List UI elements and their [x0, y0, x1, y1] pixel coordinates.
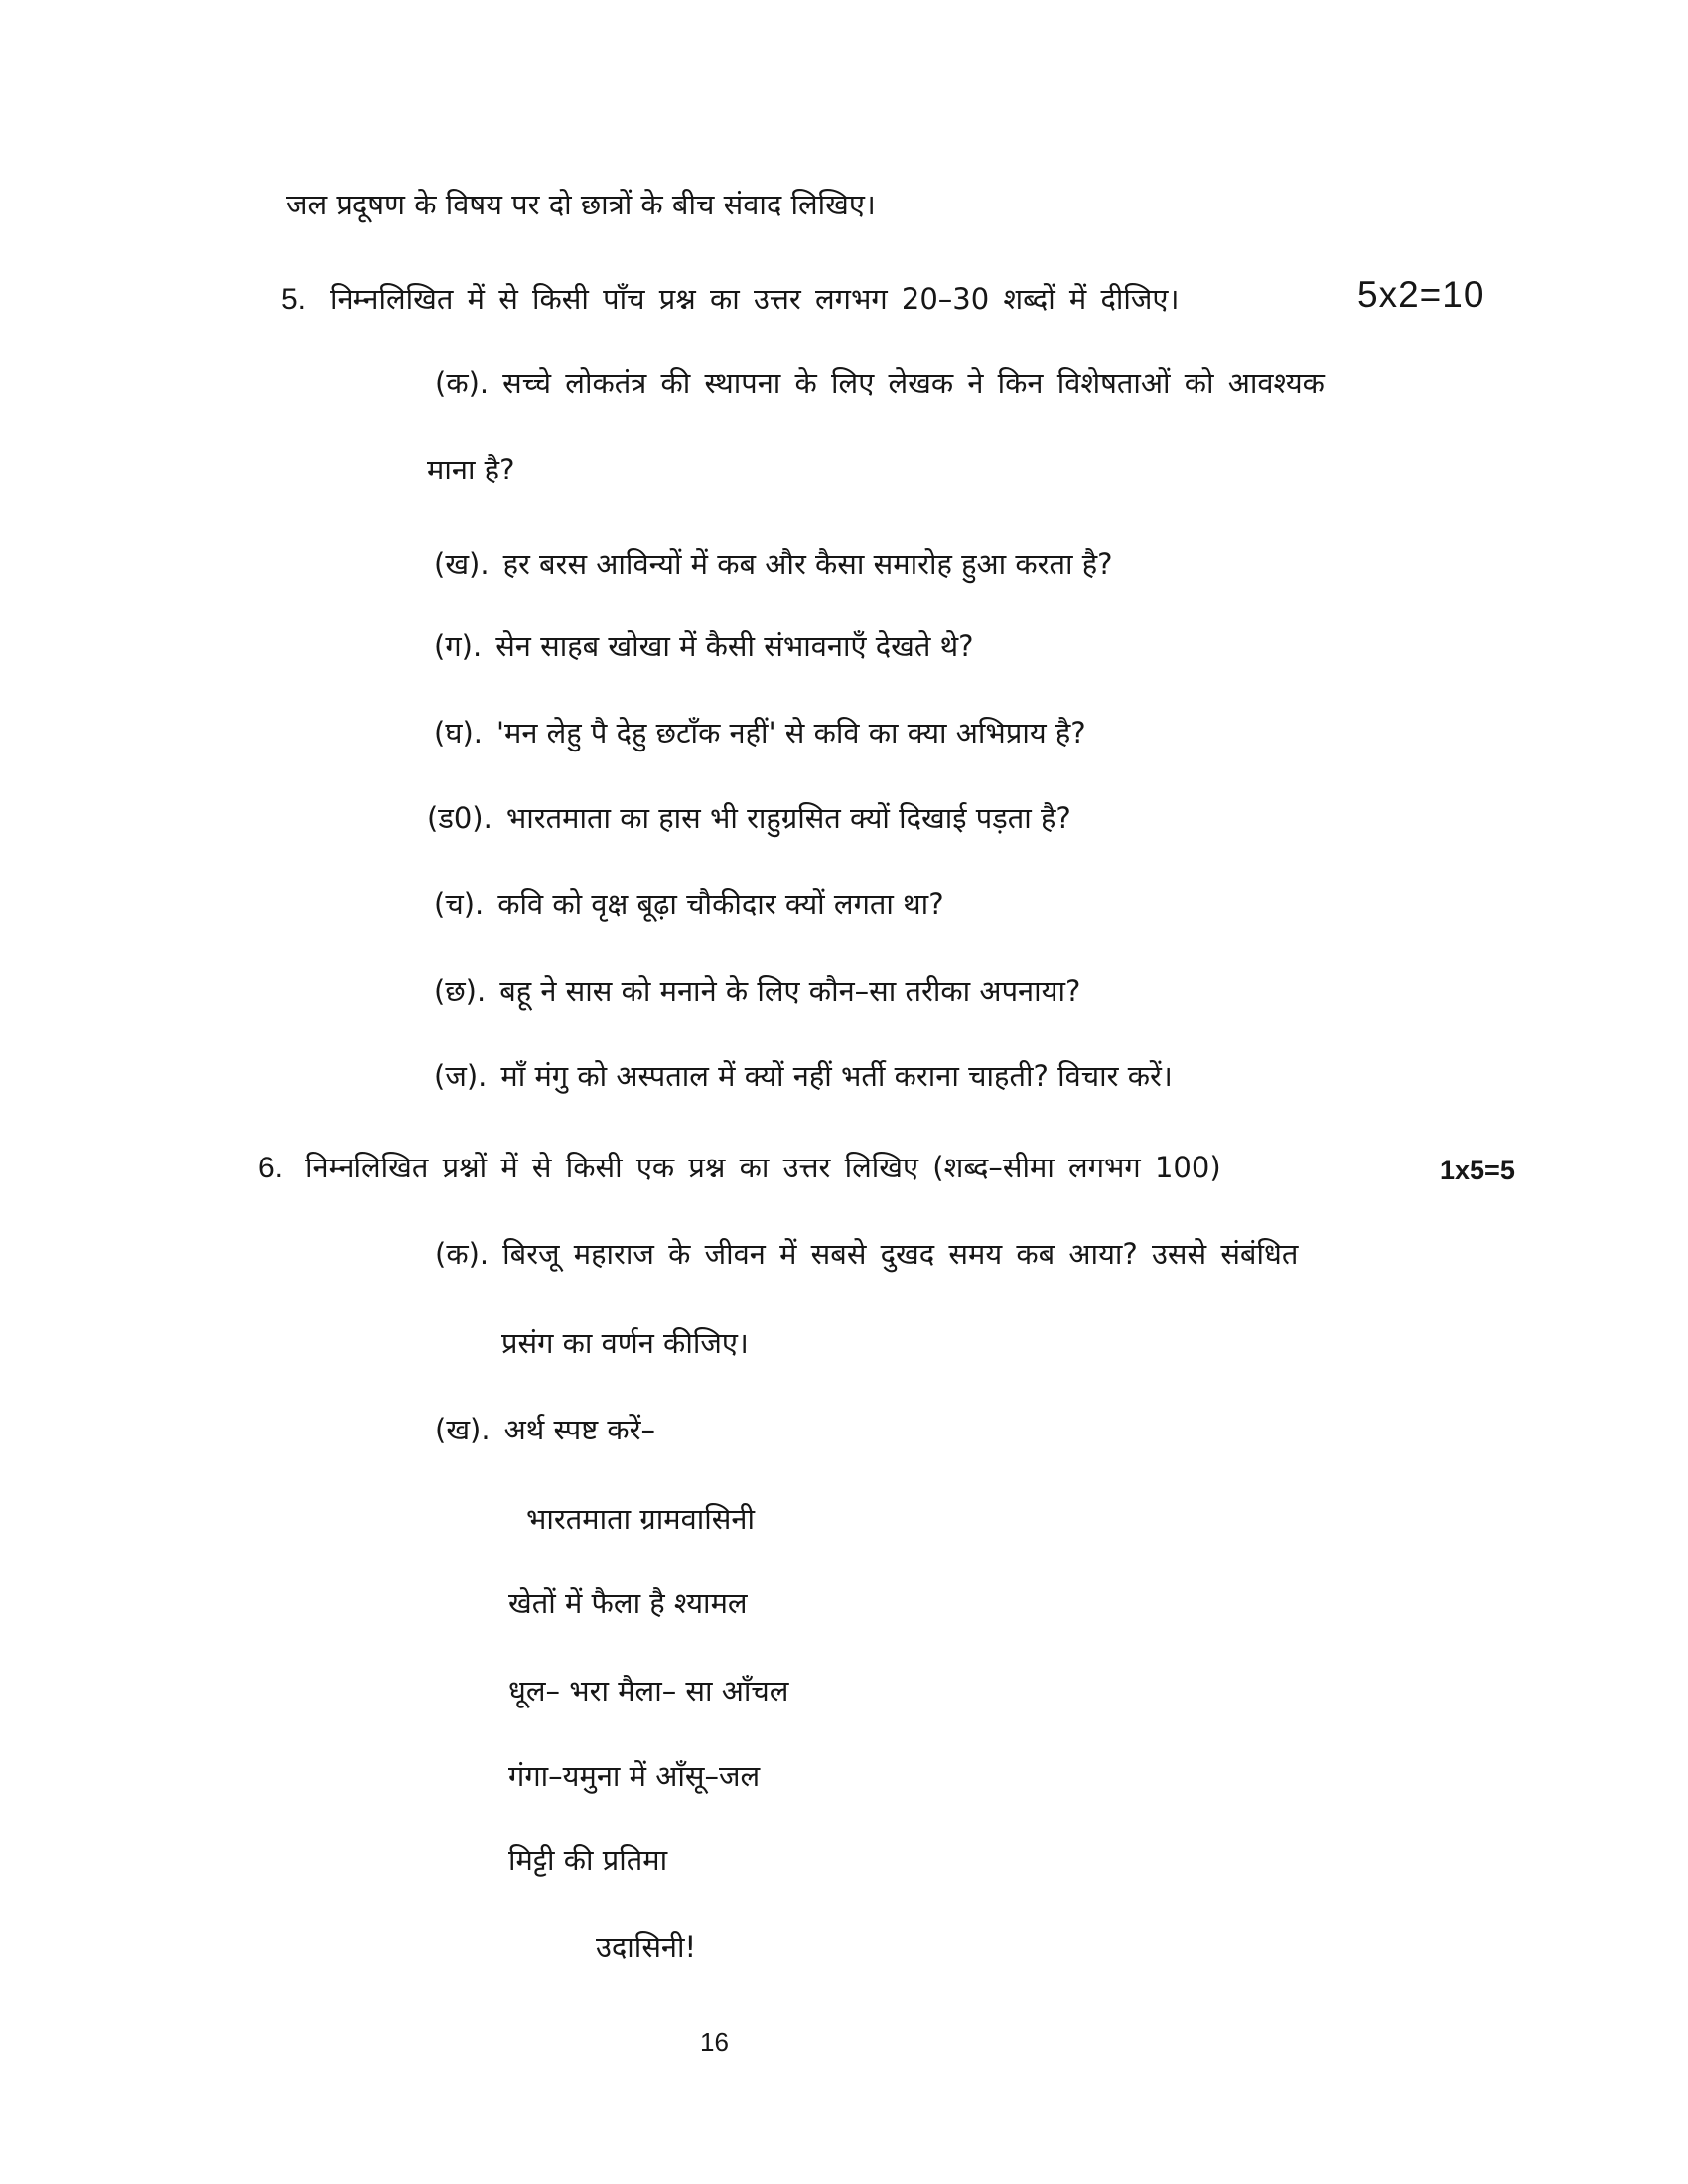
q5-sub-kha [434, 546, 1113, 584]
verse-line-2: खेतों में फैला है श्यामल [508, 1586, 748, 1620]
question-6-number: 6. [258, 1152, 284, 1184]
question-6-text: निम्नलिखित प्रश्नों में से किसी एक प्रश्न का उत्तर लिखिए (शब्द–सीमा लगभग 100) [305, 1151, 1221, 1184]
q6-sub-ka-line1 [435, 1236, 1298, 1274]
q6-sub-ka-label: (क). [435, 1237, 490, 1271]
q5-sub-chha [434, 973, 1080, 1011]
q5-sub-ga-label: (ग). [434, 629, 483, 663]
q5-sub-chha-text: बहू ने सास को मनाने के लिए कौन–सा तरीका अपनाया? [499, 974, 1081, 1008]
q5-sub-cha-label: (च). [434, 887, 485, 921]
q5-sub-ka-label: (क). [435, 366, 490, 400]
q5-sub-kha-text: हर बरस आविन्यों में कब और कैसा समारोह हुआ करता है? [502, 547, 1113, 581]
q5-sub-ka-line1 [435, 365, 1325, 403]
q5-sub-ja [434, 1058, 1173, 1096]
verse-line-6: उदासिनी! [596, 1930, 697, 1964]
verse-line-1: भारतमाता ग्रामवासिनी [526, 1502, 755, 1536]
q5-sub-ja-label: (ज). [434, 1059, 488, 1093]
q5-sub-nga-label: (ड0). [427, 801, 492, 835]
verse-line-3: धूल– भरा मैला– सा आँचल [508, 1674, 789, 1707]
q5-sub-cha [434, 887, 944, 924]
q5-sub-gha-text: 'मन लेहु पै देहु छटाँक नहीं' से कवि का क्या अभिप्राय है? [496, 716, 1086, 750]
q5-sub-ka-text1: सच्चे लोकतंत्र की स्थापना के लिए लेखक ने किन विशेषताओं को आवश्यक [502, 366, 1325, 400]
question-5-text: निम्नलिखित में से किसी पाँच प्रश्न का उत्तर लगभग 20–30 शब्दों में दीजिए। [330, 282, 1180, 316]
verse-line-5: मिट्टी की प्रतिमा [508, 1843, 668, 1877]
intro-line: जल प्रदूषण के विषय पर दो छात्रों के बीच संवाद लिखिए। [286, 188, 876, 221]
q6-sub-ka-line2: प्रसंग का वर्णन कीजिए। [501, 1326, 749, 1360]
q5-sub-gha [434, 715, 1086, 752]
q5-sub-gha-label: (घ). [434, 716, 483, 750]
q5-sub-chha-label: (छ). [434, 974, 487, 1008]
q6-sub-kha-text: अर्थ स्पष्ट करें– [503, 1413, 656, 1446]
q5-sub-cha-text: कवि को वृक्ष बूढ़ा चौकीदार क्यों लगता था? [497, 887, 944, 921]
q5-sub-nga-text: भारतमाता का हास भी राहुग्रसित क्यों दिखाई पड़ता है? [505, 801, 1071, 835]
page-number: 16 [700, 2027, 729, 2057]
q6-sub-kha-label: (ख). [435, 1413, 491, 1446]
q5-sub-ga-text: सेन साहब खोखा में कैसी संभावनाएँ देखते थे? [495, 629, 974, 663]
question-5-number: 5. [281, 283, 307, 316]
q6-sub-kha [435, 1412, 655, 1449]
question-6-marks: 1x5=5 [1440, 1156, 1515, 1185]
q6-sub-ka-text1: बिरजू महाराज के जीवन में सबसे दुखद समय कब आया? उससे संबंधित [502, 1237, 1299, 1271]
question-5-marks: 5x2=10 [1357, 274, 1485, 315]
q5-sub-ja-text: माँ मंगु को अस्पताल में क्यों नहीं भर्ती कराना चाहती? विचार करें। [500, 1059, 1173, 1093]
verse-line-4: गंगा–यमुना में आँसू–जल [508, 1759, 761, 1793]
q5-sub-nga [427, 800, 1071, 838]
q5-sub-kha-label: (ख). [434, 547, 490, 581]
q5-sub-ga [434, 628, 974, 666]
q5-sub-ka-line2: माना है? [427, 453, 515, 486]
